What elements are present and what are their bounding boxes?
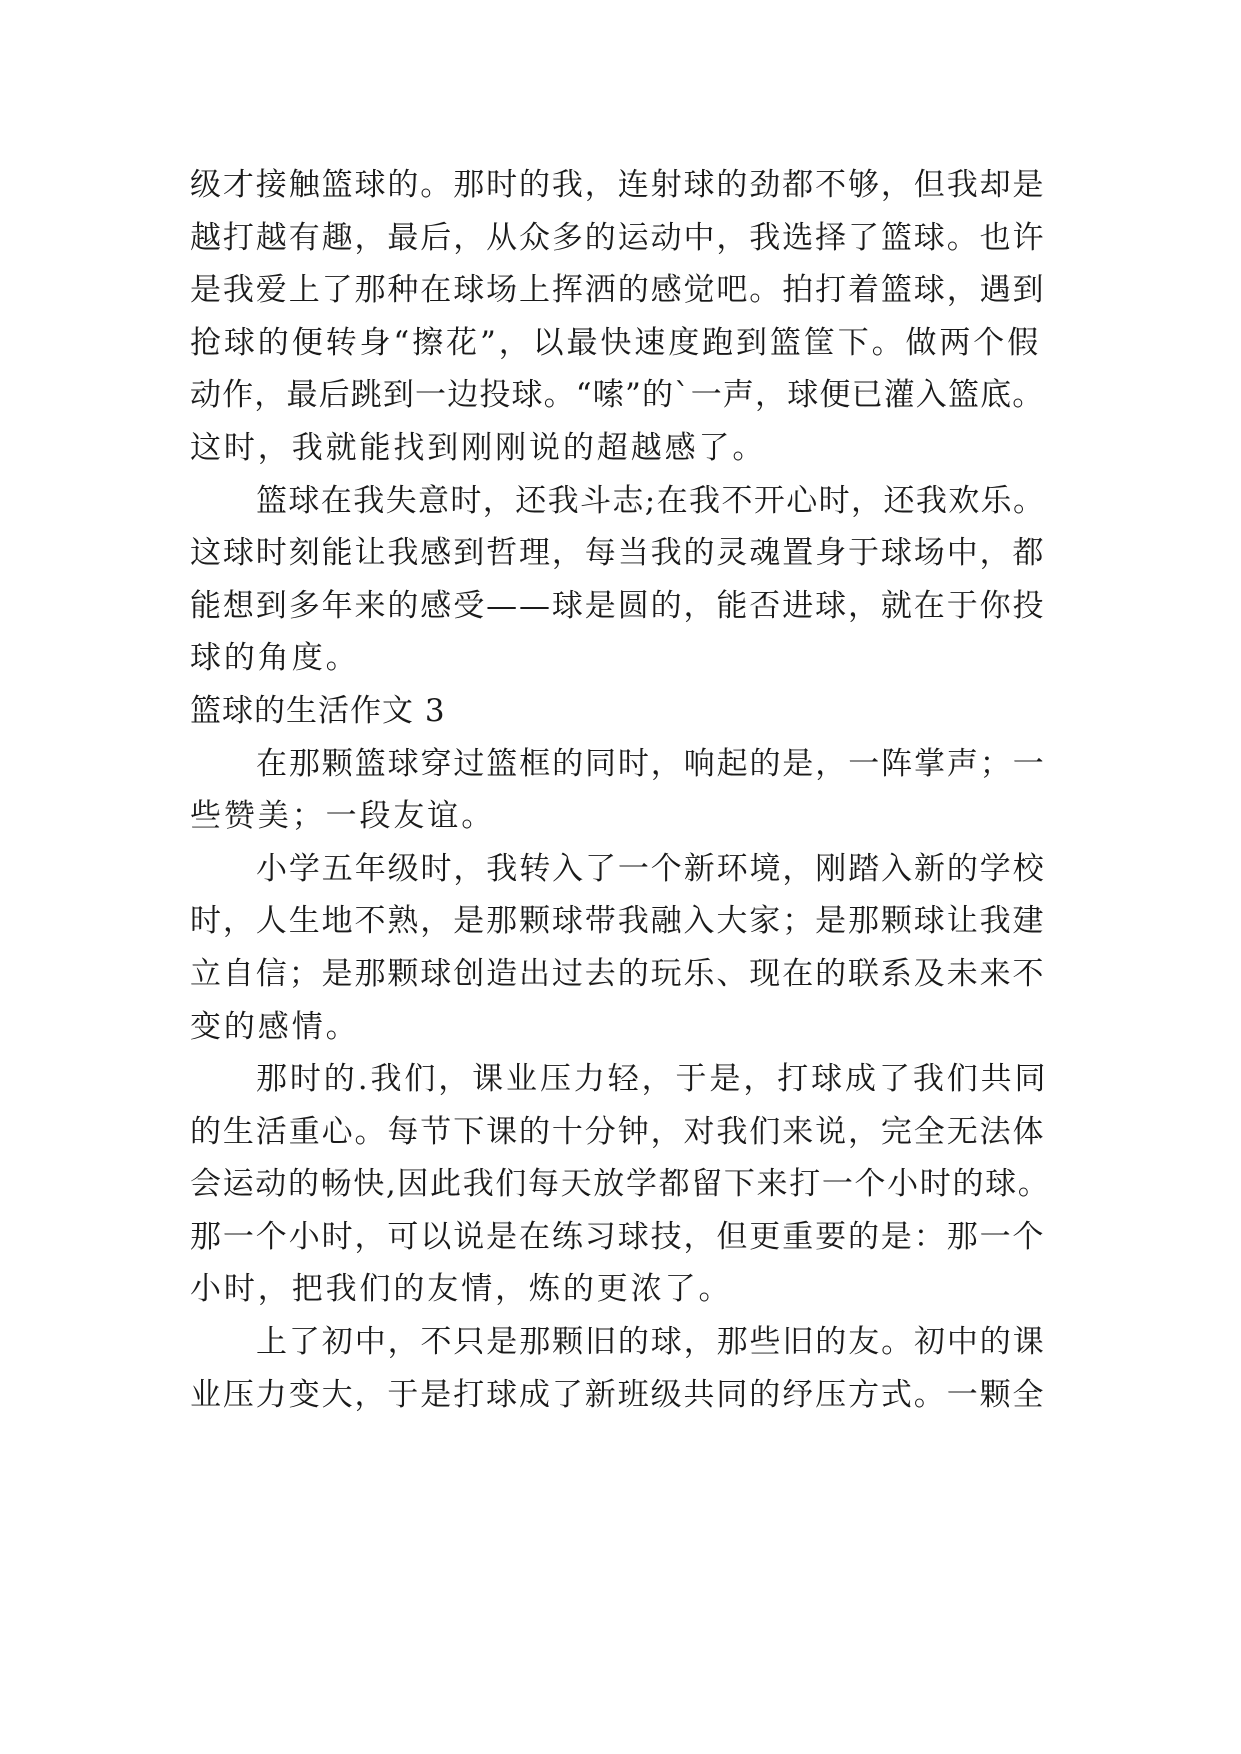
text-line: 这球时刻能让我感到哲理，每当我的灵魂置身于球场中，都 bbox=[190, 535, 1046, 572]
text-line: 会运动的畅快,因此我们每天放学都留下来打一个小时的球。 bbox=[190, 1166, 1051, 1203]
paragraph-first-line: 小学五年级时，我转入了一个新环境，刚踏入新的学校 bbox=[256, 850, 1046, 887]
text-line: 能想到多年来的感受——球是圆的，能否进球，就在于你投 bbox=[190, 587, 1046, 624]
text-line: 动作，最后跳到一边投球。“嗦”的`一声，球便已灌入篮底。 bbox=[190, 377, 1045, 414]
document-body bbox=[190, 159, 1050, 1421]
paragraph-first-line: 上了初中，不只是那颗旧的球，那些旧的友。初中的课 bbox=[256, 1324, 1046, 1361]
text-line: 变的感情。 bbox=[190, 1008, 360, 1045]
text-line: 时，人生地不熟，是那颗球带我融入大家；是那颗球让我建 bbox=[190, 903, 1046, 940]
text-line: 业压力变大，于是打球成了新班级共同的纾压方式。一颗全 bbox=[190, 1376, 1046, 1413]
text-line: 球的角度。 bbox=[190, 640, 360, 677]
text-line: 越打越有趣，最后，从众多的运动中，我选择了篮球。也许 bbox=[190, 219, 1046, 256]
text-line: 立自信；是那颗球创造出过去的玩乐、现在的联系及未来不 bbox=[190, 955, 1046, 992]
section-heading: 篮球的生活作文 3 bbox=[190, 692, 446, 729]
text-line: 那一个小时，可以说是在练习球技，但更重要的是：那一个 bbox=[190, 1218, 1046, 1255]
text-line: 级才接触篮球的。那时的我，连射球的劲都不够，但我却是 bbox=[190, 167, 1046, 203]
text-line: 是我爱上了那种在球场上挥洒的感觉吧。拍打着篮球，遇到 bbox=[190, 272, 1046, 309]
text-line: 些赞美；一段友谊。 bbox=[190, 798, 496, 835]
paragraph-first-line: 篮球在我失意时，还我斗志;在我不开心时，还我欢乐。 bbox=[256, 482, 1046, 519]
paragraph-first-line: 在那颗篮球穿过篮框的同时，响起的是，一阵掌声；一 bbox=[256, 745, 1046, 782]
text-line: 这时，我就能找到刚刚说的超越感了。 bbox=[190, 429, 767, 466]
text-line: 小时，把我们的友情，炼的更浓了。 bbox=[190, 1271, 733, 1308]
text-line: 抢球的便转身“擦花”，以最快速度跑到篮筐下。做两个假 bbox=[190, 324, 1042, 361]
text-line: 的生活重心。每节下课的十分钟，对我们来说，完全无法体 bbox=[190, 1113, 1046, 1150]
paragraph-first-line: 那时的.我们，课业压力轻，于是，打球成了我们共同 bbox=[256, 1061, 1049, 1098]
